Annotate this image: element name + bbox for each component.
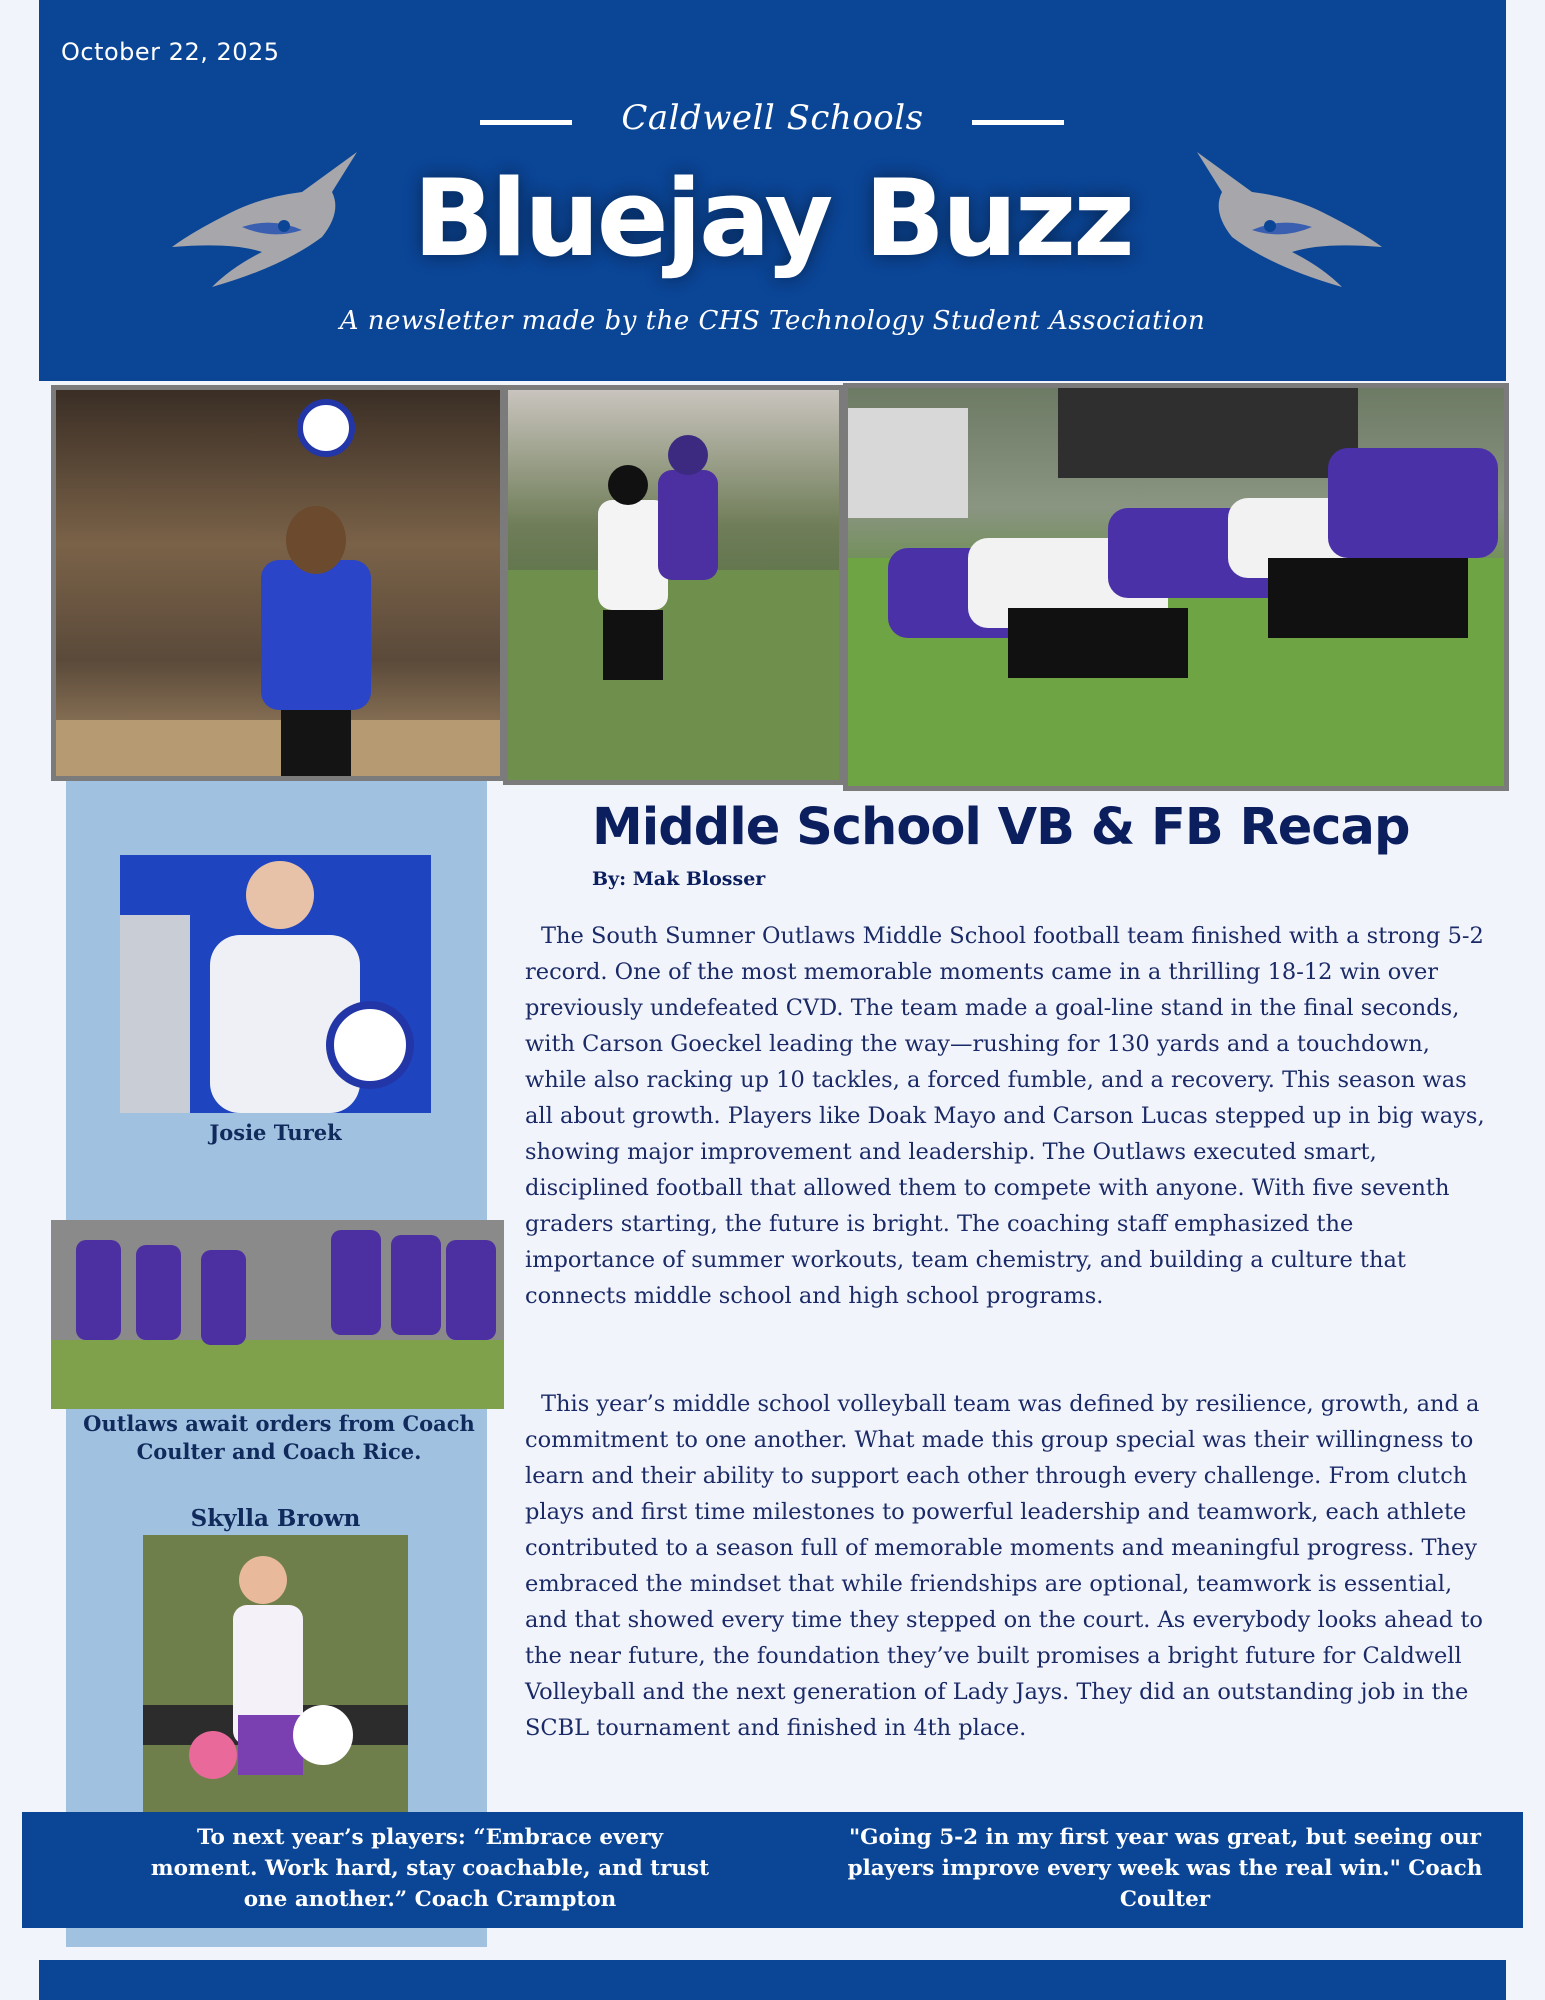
header-rule-right <box>972 120 1064 125</box>
newsletter-title: Bluejay Buzz <box>413 157 1132 280</box>
skylla-brown-caption: Skylla Brown <box>190 1505 361 1532</box>
footer-bar <box>39 1960 1506 2000</box>
football-catch-photo <box>503 385 844 785</box>
josie-turek-caption: Josie Turek <box>209 1120 342 1145</box>
article-paragraph-football: The South Sumner Outlaws Middle School football team finished with a strong 5-2 record. One of the most memorable moments came in a thrilling 18-12 win over previously undefeated CVD. The team made a goal-line stand in the final seconds, with Carson Goeckel leading the way—rushing for 130 yards and a touchdown, while also racking up 10 tackles, a forced fumble, and a recovery. This season was all about growth. Players like Doak Mayo and Carson Lucas stepped up in big ways, showing major improvement and leadership. The Outlaws executed smart, disciplined football that allowed them to compete with anyone. With five seventh graders starting, the future is bright. The coaching staff emphasized the importance of summer workouts, team chemistry, and building a culture that connects middle school and high school programs. <box>525 923 1485 1309</box>
article-byline: By: Mak Blosser <box>592 868 766 890</box>
football-lineup-photo <box>843 383 1509 791</box>
volleyball-serve-photo <box>51 385 505 781</box>
outlaws-team-photo <box>51 1220 504 1409</box>
organization-name: Caldwell Schools <box>621 98 924 138</box>
quote-coach-crampton: To next year’s players: “Embrace every moment. Work hard, stay coachable, and trust one another.” Coach Crampton <box>150 1825 710 1912</box>
issue-date: October 22, 2025 <box>61 38 280 66</box>
article-headline: Middle School VB & FB Recap <box>592 798 1410 857</box>
header-rule-left <box>480 120 572 125</box>
article-paragraph-volleyball: This year’s middle school volleyball team was defined by resilience, growth, and a commitment to one another. What made this group special was their willingness to learn and their ability to support each other through every challenge. From clutch plays and first time milestones to powerful leadership and teamwork, each athlete contributed to a season full of memorable moments and meaningful progress. They embraced the mindset that while friendships are optional, teamwork is essential, and that showed every time they stepped on the court. As everybody looks ahead to the near future, the foundation they’ve built promises a bright future for Caldwell Volleyball and the next generation of Lady Jays. They did an outstanding job in the SCBL tournament and finished in 4th place. <box>525 1391 1483 1741</box>
josie-turek-photo <box>120 855 431 1113</box>
outlaws-caption: Outlaws await orders from Coach Coulter and Coach Rice. <box>83 1411 475 1464</box>
skylla-brown-photo <box>143 1535 408 1813</box>
bluejay-head-icon <box>1192 152 1382 292</box>
quote-coach-coulter: "Going 5-2 in my first year was great, but seeing our players improve every week was the real win." Coach Coulter <box>847 1825 1483 1912</box>
newsletter-tagline: A newsletter made by the CHS Technology Student Association <box>339 306 1206 336</box>
